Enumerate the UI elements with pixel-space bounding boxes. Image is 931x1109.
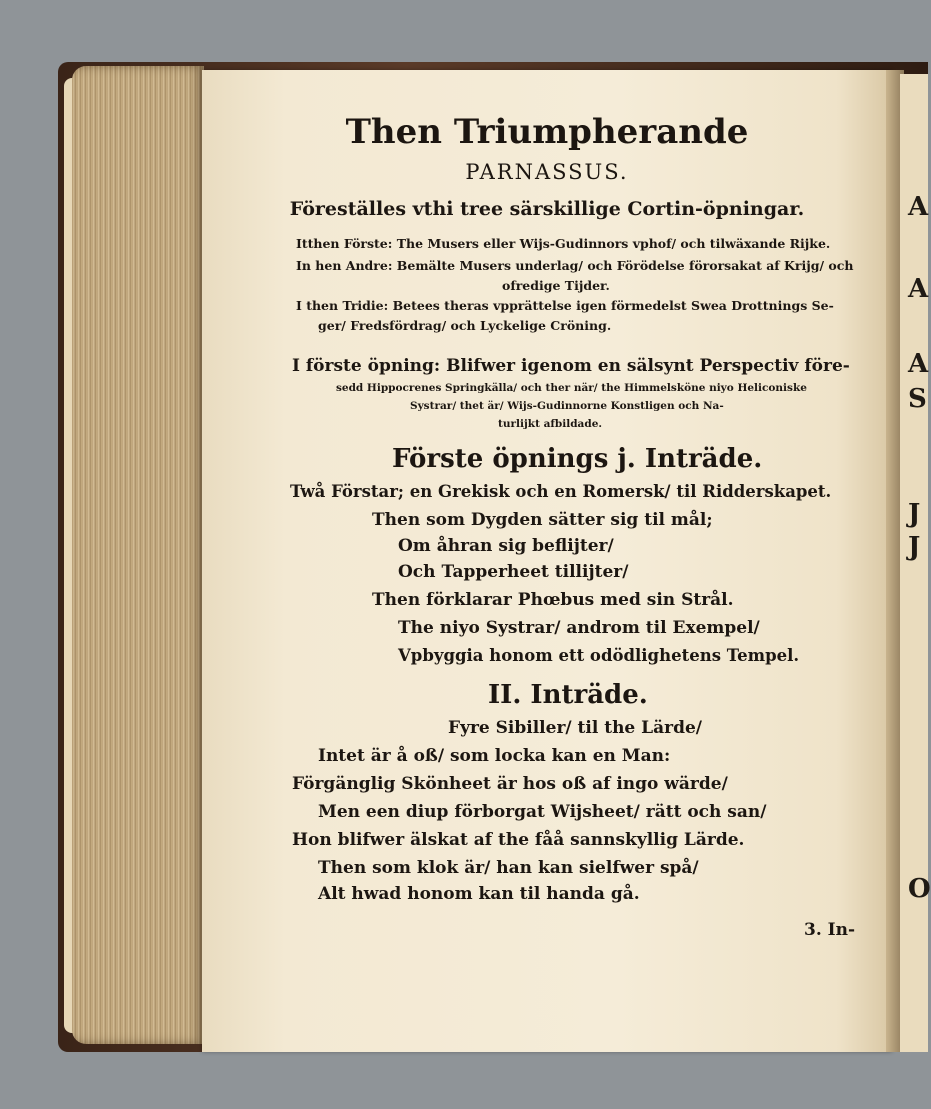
verse-line: The niyo Systrar/ androm til Exempel/: [398, 618, 760, 638]
next-page-letter: A: [908, 349, 929, 379]
verse-line: Och Tapperheet tillijter/: [398, 562, 629, 582]
next-page-letter: S: [908, 384, 927, 414]
verse-line: Then som Dygden sätter sig til mål;: [372, 510, 713, 530]
next-page-letter: J: [908, 499, 921, 529]
verse-line: Twå Förstar; en Grekisk och en Romersk/ til Ridderskapet.: [290, 482, 832, 501]
verse-line: Alt hwad honom kan til handa gå.: [318, 884, 640, 904]
verse-line: Then som klok är/ han kan sielfwer spå/: [318, 858, 699, 878]
next-page-letter: O: [908, 874, 931, 904]
first-opening-line: turlijkt afbildade.: [498, 418, 603, 430]
first-opening-line: Systrar/ thet är/ Wijs-Gudinnorne Konstligen och Na-: [410, 400, 724, 412]
opening-line: ofredige Tijder.: [502, 278, 610, 293]
catchword: 3. In-: [804, 920, 856, 940]
entry-2-heading: II. Inträde.: [488, 680, 648, 710]
intro-line: Föreställes vthi tree särskillige Cortin-öpningar.: [289, 198, 805, 220]
opening-line: I then Tridie: Betees theras vpprättelse igen förmedelst Swea Drottnings Se-: [296, 298, 834, 313]
opening-line: Itthen Förste: The Musers eller Wijs-Gudinnors vphof/ och tilwäxande Rijke.: [296, 236, 831, 251]
verse-line: Hon blifwer älskat af the fåå sannskyllig Lärde.: [292, 830, 745, 850]
opening-line: ger/ Fredsfördrag/ och Lyckelige Cröning.: [318, 318, 612, 333]
next-page-letter: J: [908, 532, 921, 562]
first-opening-line: sedd Hippocrenes Springkälla/ och ther när/ the Himmelsköne niyo Heliconiske: [336, 382, 807, 394]
verse-line: Vpbyggia honom ett odödlighetens Tempel.: [398, 646, 800, 665]
next-page-edge: [900, 74, 931, 1052]
page-block: [72, 66, 204, 1044]
page-subtitle: PARNASSUS.: [465, 160, 629, 184]
verse-line: Fyre Sibiller/ til the Lärde/: [448, 718, 703, 738]
verse-line: Intet är å oß/ som locka kan en Man:: [318, 746, 671, 766]
entry-1-heading: Förste öpnings j. Inträde.: [392, 444, 763, 474]
verse-line: Förgänglig Skönheet är hos oß af ingo wärde/: [292, 774, 728, 794]
page-title: Then Triumpherande: [345, 112, 749, 152]
first-opening-line: I förste öpning: Blifwer igenom en sälsynt Perspectiv före-: [292, 356, 850, 376]
verse-line: Men een diup förborgat Wijsheet/ rätt och san/: [318, 802, 767, 822]
opening-line: In hen Andre: Bemälte Musers underlag/ och Förödelse förorsakat af Krijg/ och: [296, 258, 854, 273]
next-page-letter: A: [908, 192, 929, 222]
verse-line: Om åhran sig beflijter/: [398, 536, 614, 556]
next-page-letter: A: [908, 274, 929, 304]
verse-line: Then förklarar Phœbus med sin Strål.: [372, 590, 734, 610]
